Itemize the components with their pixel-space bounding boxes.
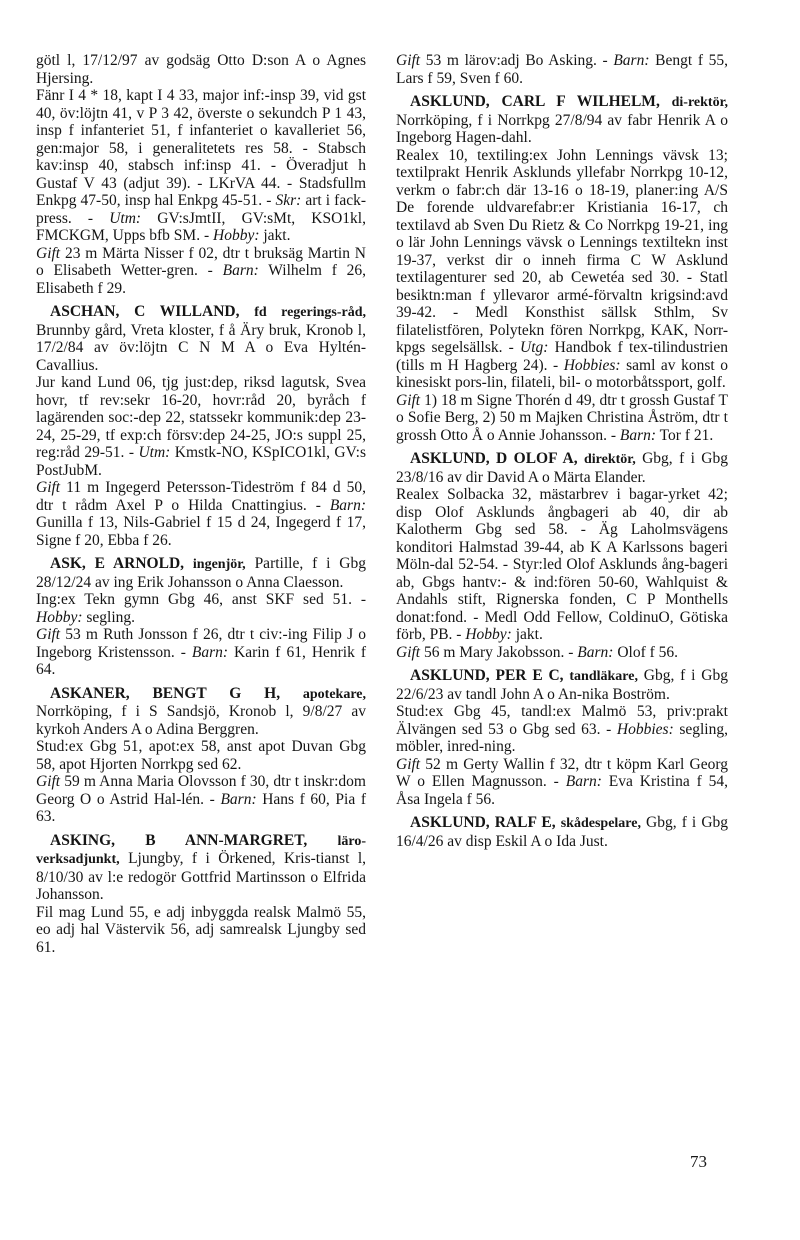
text-run: segling, möbler, inred-ning. [396,720,728,755]
entry-paragraph [36,904,366,957]
text-run: Fänr I 4 * 18, kapt I 4 33, major inf:-insp 39, vid gst 40, öv:löjtn 41, v P 3 42, överste o sekundch P 1 43, insp f infanteriet 51, f infanteriet o kavalleriet 56, gen:major 58, i generalitetets res 58. - Stabsch kav:insp 40, stabsch inf:insp 41. - Överadjut h Gustaf V 43 (adjut 39). - LKrVA 44. - Stadsfullm Enkpg 47-50, insp hal Enkpg 45-51. - [36,87,366,209]
person-name: ASKLUND, CARL F WILHELM, [410,93,660,110]
occupation: fd regerings-råd, [254,305,366,320]
text-run: GV:sJmtII, GV:sMt, KSO1kl, FMCKGM, Upps bfb SM. - [36,209,366,244]
text-run: Hans f 60, Pia f 63. [36,790,366,825]
entry-heading [396,93,728,147]
person-name: ASKLUND, RALF E, [410,814,556,831]
birth-info: Gbg, f i Gbg 22/6/23 av tandl John A o An-nika Boström. [396,667,728,703]
text-run: götl l, 17/12/97 av godsäg Otto D:son A o Agnes Hjersing. [36,52,366,87]
entry-paragraph [36,773,366,826]
text-run: 53 m lärov:adj Bo Asking. - [420,52,614,69]
text-run: jakt. [511,626,543,643]
entry-paragraph [396,486,728,644]
field-label: Barn: [613,52,650,69]
biography-entry [396,814,728,850]
text-run: jakt. [259,227,291,244]
text-run: 52 m Gerty Wallin f 32, dtr t köpm Karl Georg W o Ellen Magnusson. - [396,755,728,790]
entry-heading [396,667,728,703]
occupation: apotekare, [302,686,367,702]
entry-heading [36,303,366,374]
field-label: Gift [396,755,421,773]
person-name: ASKANER, BENGT G H, [50,684,281,702]
field-label: Barn: [329,496,366,514]
field-label: Barn: [220,790,257,808]
entry-paragraph [36,738,366,773]
right-column [396,52,728,856]
entry-paragraph [36,52,366,87]
birth-info: Gbg, f i Gbg 23/8/16 av dir David A o Märta Elander. [396,450,729,486]
field-label: Gift [36,773,61,790]
text-run: Realex 10, textiling:ex John Lennings vävsk 13; textilprakt Henrik Asklunds yllefabr Norrkpg 10-12, verkm o fabr:ch där 13-16 o 18-19, planer:ing A/S De forende uldvarefabr:er Kristiania 16-17, ch textilavd ab Sven Du Rietz & Co Norrkpg 19-21, ing o lär John Lennings vävsk o Lennings textiltekn inst 19-37, verkst dir o inneh firma C W Asklund textilagenturer sed 20, ab Cewetéa sed 30. - Statl besiktn:man f yllevaror armé-förvaltn krigsind:avd 39-42. - Medl Konsthist sällsk Sthlm, Sv filatelistfören, Polytekn fören Norrkpg, KAK, Norr-kpgs segelsällsk. - [396,146,728,356]
occupation: direktör, [583,452,636,467]
field-label: Barn: [577,643,614,661]
biography-entry [36,832,366,957]
text-run: Realex Solbacka 32, mästarbrev i bagar-yrket 42; disp Olof Asklunds ångbageri ab 40, dir ab Kalotherm Gbg sed 58. - Äg Laholmsvägens konditori Halmstad 39-44, ab K A Karlssons bageri Möln-dal 52-54. - Styr:led Olof Asklunds ång-bageri ab, Gbgs hantv:- & ind:fören 50-60, Wahlquist & Andahls stift, Rignerska fonden, C P Monthells donat:fond. - Medl Odd Fellow, ColdinuO, Götiska förb, PB. - [396,486,728,643]
field-label: Gift [36,244,61,262]
entry-heading [36,685,366,739]
field-label: Barn: [191,643,229,661]
biography-entry [36,685,366,826]
text-run: art i fack-press. - [36,192,366,227]
entry-heading [36,832,366,904]
field-label: Skr: [275,192,302,209]
text-run: Karin f 61, Henrik f 64. [36,643,367,678]
entry-paragraph [396,147,728,392]
field-label: Gift [396,52,421,69]
birth-info: Brunnby gård, Vreta kloster, f å Äry bruk, Kronob l, 17/2/84 av öv:löjtn C N M A o Eva Hyltén-Cavallius. [36,321,366,374]
biography-entry [36,555,366,679]
text-run: Olof f 56. [613,643,679,661]
continued-entry [36,52,366,297]
text-run: 23 m Märta Nisser f 02, dtr t bruksäg Martin N o Elisabeth Wetter-gren. - [36,244,366,279]
biography-entry [396,667,728,808]
entry-paragraph [36,479,366,549]
birth-info: Norrköping, f i S Sandsjö, Kronob l, 9/8/27 av kyrkoh Anders A o Adina Berggren. [36,703,366,738]
field-label: Barn: [222,262,259,279]
person-name: ASKLUND, D OLOF A, [410,450,578,467]
person-name: ASK, E ARNOLD, [50,555,185,572]
person-name: ASCHAN, C WILLAND, [50,303,240,320]
biography-entry [396,450,728,661]
entry-paragraph [36,374,366,479]
birth-info: Partille, f i Gbg 28/12/24 av ing Erik Johansson o Anna Claesson. [36,555,366,591]
text-run: Stud:ex Gbg 51, apot:ex 58, anst apot Duvan Gbg 58, apot Hjorten Norrkpg sed 62. [36,738,366,773]
text-run: 59 m Anna Maria Olovsson f 30, dtr t inskr:dom Georg O o Astrid Hal-lén. - [36,773,366,808]
field-label: Utm: [109,209,142,227]
entry-paragraph [36,245,366,298]
person-name: ASKLUND, PER E C, [410,667,564,684]
text-run: saml av konst o kinesiskt pors-lin, filateli, bil- o motorbåtssport, golf. [396,356,728,391]
field-label: Hobby: [213,227,260,244]
occupation: tandläkare, [569,669,638,684]
occupation: di-rektör, [671,95,729,110]
birth-info: Gbg, f i Gbg 16/4/26 av disp Eskil A o Ida Just. [396,814,729,850]
entry-paragraph [396,756,728,809]
entry-paragraph [36,626,366,679]
text-run: Wilhelm f 26, Elisabeth f 29. [36,262,367,297]
text-run: 11 m Ingegerd Petersson-Tideström f 84 d 50, dtr t rådm Axel P o Hilda Cnattingius. - [36,479,366,514]
field-label: Gift [36,479,61,496]
field-label: Gift [396,643,421,661]
continued-entry [396,52,728,87]
left-column [36,52,366,962]
text-run: Eva Kristina f 54, Åsa Ingela f 56. [396,773,728,808]
text-run: Jur kand Lund 06, tjg just:dep, riksd lagutsk, Svea hovr, tf rev:sekr 16-20, hovr:råd 20, byråch f lagärenden soc:-dep 22, statssekr kommunik:dep 23-24, 25-29, tf exp:ch försv:dep 24-25, JO:s suppl 25, reg:råd 29-51. - [36,374,366,461]
birth-info: Norrköping, f i Norrkpg 27/8/94 av fabr Henrik A o Ingeborg Hagen-dahl. [396,111,728,146]
text-run: 53 m Ruth Jonsson f 26, dtr t civ:-ing Filip J o Ingeborg Kristensson. - [36,626,366,661]
field-label: Utg: [520,339,549,356]
entry-paragraph [36,591,366,626]
occupation: ingenjör, [192,557,246,572]
text-run: Handbok f tex-tilindustrien (tills m H Hagberg 24). - [396,339,728,374]
entry-heading [396,450,728,486]
entry-paragraph [396,392,728,445]
entry-paragraph [396,703,728,756]
text-run: 56 m Mary Jakobsson. - [420,643,578,661]
field-label: Gift [36,626,61,643]
biography-entry [396,93,728,444]
entry-paragraph [396,644,728,662]
birth-info: Ljungby, f i Örkened, Kris-tianst l, 8/10/30 av l:e redogör Gottfrid Martinsson o Elfrida Johansson. [36,850,366,903]
field-label: Gift [396,391,421,409]
entry-paragraph [36,87,366,245]
text-run: segling. [82,608,136,626]
entry-heading [36,555,366,591]
text-run: Tor f 21. [656,426,714,444]
text-run: 1) 18 m Signe Thorén d 49, dtr t grossh Gustaf T o Sofie Berg, 2) 50 m Majken Christina Åström, dtr t grossh Otto Å o Annie Johansson. - [396,391,728,444]
field-label: Hobby: [465,626,512,643]
text-run: Bengt f 55, Lars f 59, Sven f 60. [396,52,729,87]
text-run: Gunilla f 13, Nils-Gabriel f 15 d 24, Ingegerd f 17, Signe f 20, Ebba f 26. [36,514,366,549]
text-run: Fil mag Lund 55, e adj inbyggda realsk Malmö 55, eo adj hal Västervik 56, adj samrealsk Ljungby sed 61. [36,903,366,956]
field-label: Barn: [565,773,602,790]
entry-heading [396,814,728,850]
field-label: Utm: [138,444,171,461]
field-label: Hobbies: [616,720,674,738]
text-run: Ing:ex Tekn gymn Gbg 46, anst SKF sed 51. - [36,591,366,608]
biography-entry [36,303,366,549]
text-run: Stud:ex Gbg 45, tandl:ex Malmö 53, priv:prakt Älvängen sed 53 o Gbg sed 63. - [396,703,728,738]
page-number: 73 [690,1152,707,1171]
text-run: Kmstk-NO, KSpICO1kl, GV:s PostJubM. [36,444,367,479]
entry-paragraph [396,52,728,87]
field-label: Hobbies: [563,356,621,374]
occupation: läro-verksadjunkt, [36,833,366,867]
occupation: skådespelare, [560,816,641,831]
field-label: Barn: [619,426,657,444]
field-label: Hobby: [36,608,83,626]
person-name: ASKING, B ANN-MARGRET, [50,831,308,849]
